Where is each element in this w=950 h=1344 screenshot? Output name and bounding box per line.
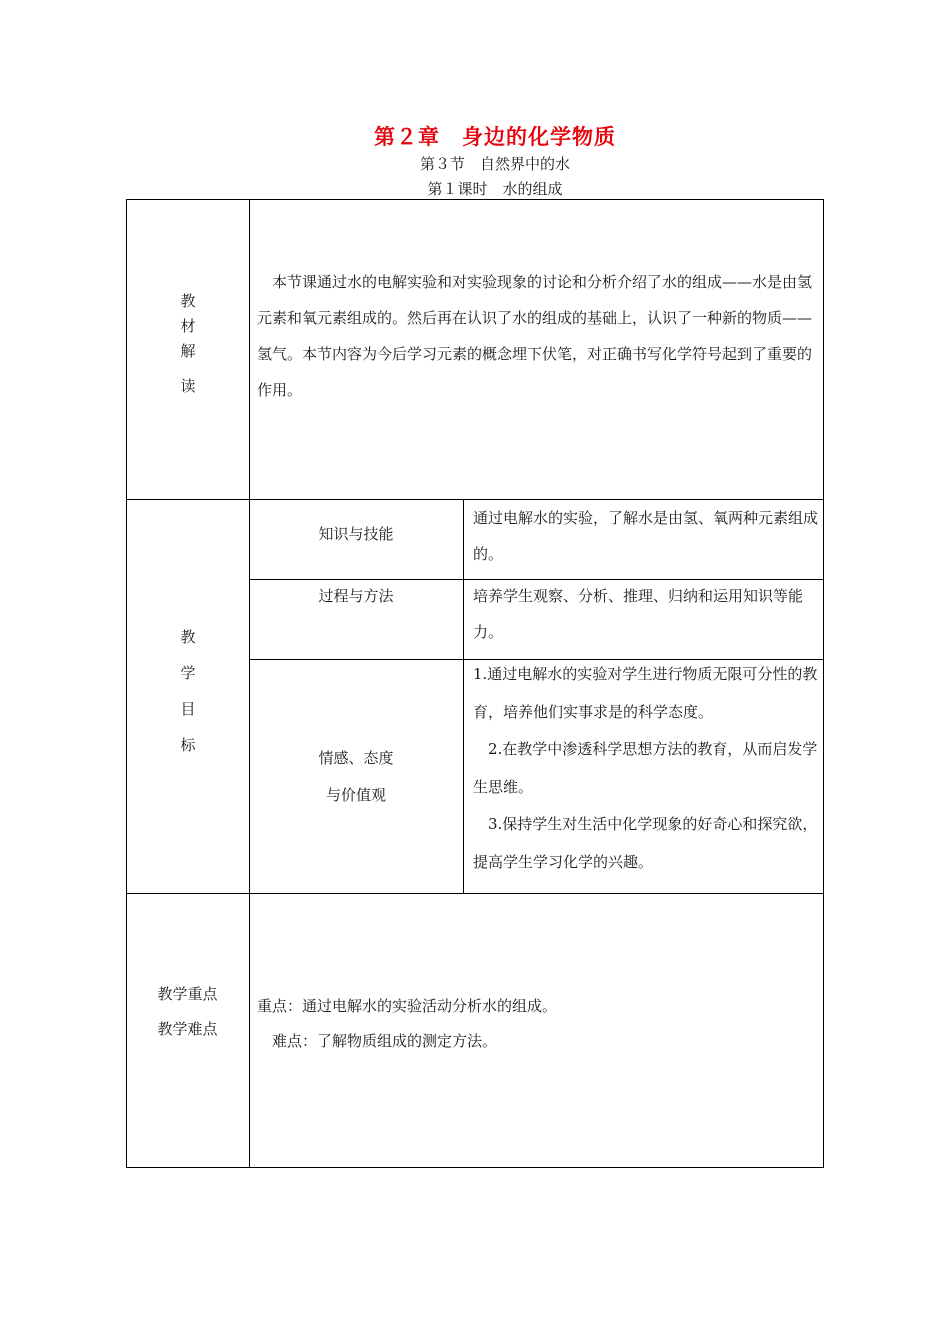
- goal-attitude-label: 情感、态度 与价值观: [318, 749, 394, 804]
- goal-knowledge-label: 知识与技能: [318, 525, 394, 543]
- focus-label: 教学重点 教学难点: [157, 985, 218, 1038]
- goal-attitude-item: 1.通过电解水的实验对学生进行物质无限可分性的教育，培养他们实事求是的科学态度。: [473, 665, 818, 721]
- material-label: 教 材 解 读: [180, 292, 196, 395]
- section-title: 第３节 自然界中的水: [419, 155, 570, 173]
- chapter-title: 第２章 身边的化学物质: [374, 125, 616, 149]
- goal-attitude-item: 2.在教学中渗透科学思想方法的教育，从而启发学生思维。: [473, 740, 818, 796]
- goals-label: 教 学 目 标: [180, 628, 196, 754]
- goal-knowledge-text: 通过电解水的实验，了解水是由氢、氧两种元素组成的。: [473, 509, 819, 563]
- goal-process-label: 过程与方法: [318, 587, 394, 605]
- goal-attitude-item: 3.保持学生对生活中化学现象的好奇心和探究欲，提高学生学习化学的兴趣。: [473, 815, 818, 871]
- goal-process-text: 培养学生观察、分析、推理、归纳和运用知识等能力。: [473, 587, 804, 641]
- focus-text: [257, 989, 817, 1059]
- lesson-title: 第１课时 水的组成: [427, 180, 563, 198]
- difficulty: 难点：了解物质组成的测定方法。: [257, 1032, 498, 1050]
- goal-attitude-text: [473, 656, 818, 881]
- material-text: 本节课通过水的电解实验和对实验现象的讨论和分析介绍了水的组成——水是由氢元素和氧元素组成的。然后再在认识了水的组成的基础上，认识了一种新的物质——氢气。本节内容为今后学习元素的概念埋下伏笔，对正确书写化学符号起到了重要的作用。: [257, 273, 813, 399]
- key-point: 重点：通过电解水的实验活动分析水的组成。: [257, 997, 558, 1015]
